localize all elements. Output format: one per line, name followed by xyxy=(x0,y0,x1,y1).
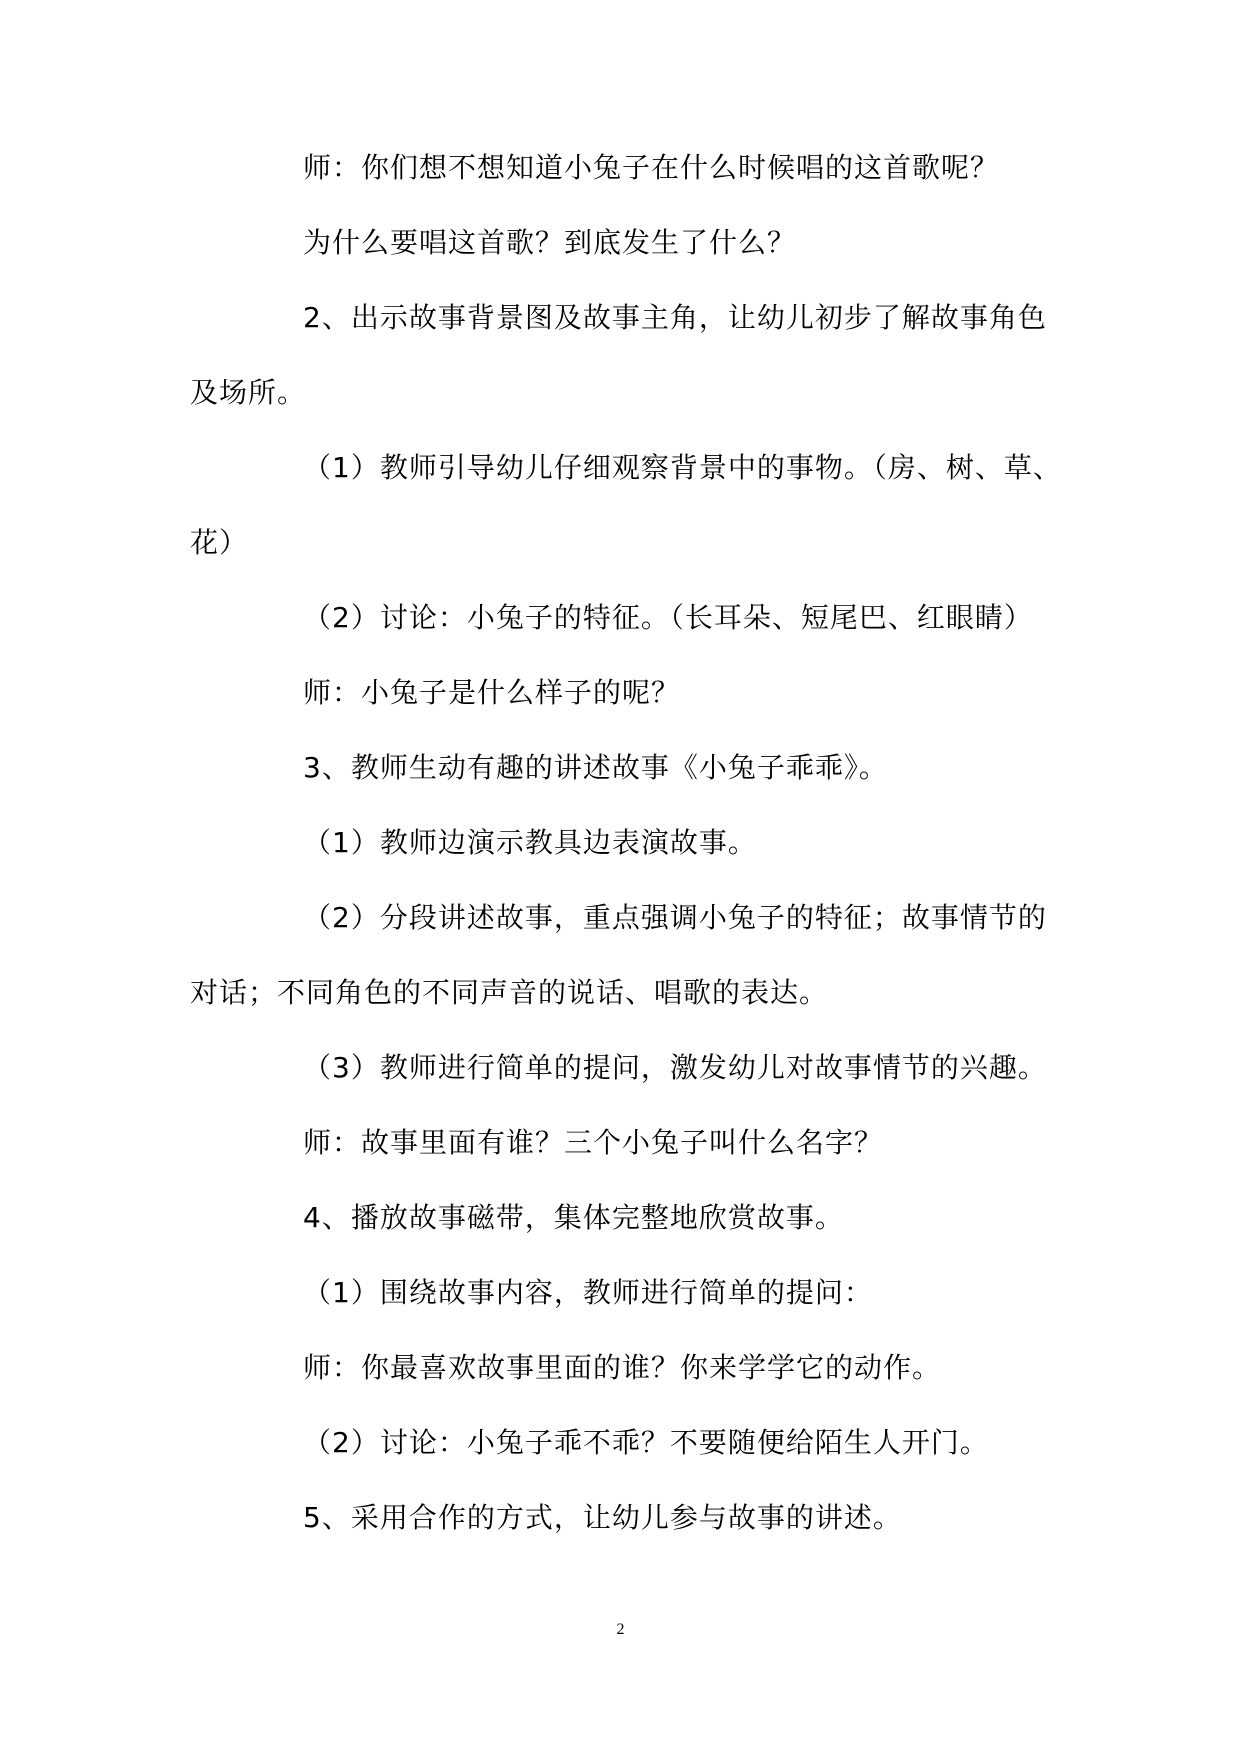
text-line: 师：你最喜欢故事里面的谁？你来学学它的动作。 xyxy=(303,1351,942,1384)
text-line: 花） xyxy=(190,526,249,559)
text-line: 5、采用合作的方式，让幼儿参与故事的讲述。 xyxy=(303,1501,902,1534)
text-line: （2）讨论：小兔子的特征。（长耳朵、短尾巴、红眼睛） xyxy=(303,601,1033,634)
page-number: 2 xyxy=(616,1621,625,1638)
text-line: 师：故事里面有谁？三个小兔子叫什么名字？ xyxy=(303,1126,884,1159)
text-line: 4、播放故事磁带，集体完整地欣赏故事。 xyxy=(303,1201,844,1234)
text-line: （1）教师引导幼儿仔细观察背景中的事物。（房、树、草、 xyxy=(303,451,1062,484)
text-line: （3）教师进行简单的提问，激发幼儿对故事情节的兴趣。 xyxy=(303,1051,1047,1084)
text-line: （1）教师边演示教具边表演故事。 xyxy=(303,826,757,859)
text-line: 3、教师生动有趣的讲述故事《小兔子乖乖》。 xyxy=(303,751,888,784)
text-line: 对话；不同角色的不同声音的说话、唱歌的表达。 xyxy=(190,976,829,1009)
text-line: （2）讨论：小兔子乖不乖？不要随便给陌生人开门。 xyxy=(303,1426,989,1459)
text-line: 师：小兔子是什么样子的呢？ xyxy=(303,676,681,709)
text-line: 及场所。 xyxy=(190,376,307,409)
text-line: （1）围绕故事内容，教师进行简单的提问： xyxy=(303,1276,873,1309)
text-line: 师：你们想不想知道小兔子在什么时候唱的这首歌呢？ xyxy=(303,151,1000,184)
text-line: （2）分段讲述故事，重点强调小兔子的特征；故事情节的 xyxy=(303,901,1047,934)
text-line: 2、出示故事背景图及故事主角，让幼儿初步了解故事角色 xyxy=(303,301,1047,334)
text-line: 为什么要唱这首歌？到底发生了什么？ xyxy=(303,226,797,259)
